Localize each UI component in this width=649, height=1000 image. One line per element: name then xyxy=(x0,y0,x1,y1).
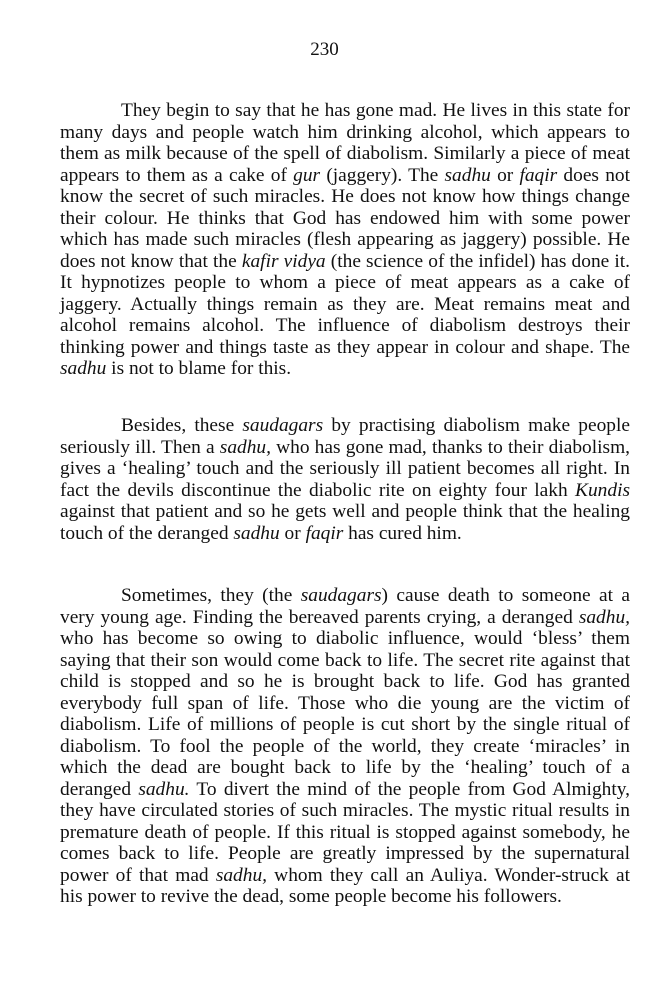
text-run: Besides, these xyxy=(121,415,243,436)
paragraph-2-text xyxy=(60,415,630,544)
text-run: against that patient and so he gets well and people think that the healing touch of the deranged xyxy=(60,501,630,544)
text-run: ) cause death to someone at a very young age. Finding the bereaved parents crying, a deranged xyxy=(60,585,630,628)
text-run: or xyxy=(490,164,520,186)
text-run: whom they call an Auliya. Wonder-struck at his power to revive the dead, some people become his followers. xyxy=(60,864,630,907)
italic-term: sadhu, xyxy=(219,436,271,458)
italic-term: sadhu, xyxy=(215,864,267,886)
italic-term: gur xyxy=(293,164,321,186)
text-run: Sometimes, they (the xyxy=(121,585,301,606)
paragraph-3-text xyxy=(60,585,630,908)
text-run: who has become so owing to diabolic influence, would ‘bless’ them saying that their son would come back to life. The secret rite against that child is stopped and so he is brought back to life. God has granted everybody full span of life. Those who die young are the victim of diabolism. Life of millions of people is cut short by the single ritual of diabolism. To fool the people of the world, they create ‘miracles’ in which the dead are bought back to life by the ‘healing’ touch of a deranged xyxy=(60,628,630,800)
text-run: has cured him. xyxy=(343,522,462,544)
italic-term: sadhu, xyxy=(578,606,630,628)
italic-term: faqir xyxy=(519,164,558,186)
page-number: 230 xyxy=(310,39,339,60)
italic-term: sadhu. xyxy=(138,778,190,800)
text-run: (jaggery). The xyxy=(320,164,445,186)
text-run: by practising diabolism make people seriously ill. Then a xyxy=(60,415,630,458)
italic-term: kafir vidya xyxy=(241,250,326,272)
italic-term: sadhu xyxy=(233,522,280,544)
italic-term: Kundis xyxy=(575,479,630,501)
text-run: is not to blame for this. xyxy=(106,358,292,379)
text-run: who has gone mad, thanks to their diabolism, gives a ‘healing’ touch and the seriously ill patient becomes all right. In fact the devils discontinue the diabolic rite on eighty four lakh xyxy=(60,436,630,501)
text-run: (the science of the infidel) has done it. It hypnotizes people to whom a piece of meat appears as a cake of jaggery. Actually things remain as they are. Meat remains meat and alcohol remains alcohol. The influence of diabolism destroys their thinking power and things taste as they appear in colour and shape. The xyxy=(60,250,631,358)
paragraph-1-text xyxy=(60,100,630,380)
italic-term: sadhu xyxy=(60,358,107,379)
text-run: To divert the mind of the people from God Almighty, they have circulated stories of such miracles. The mystic ritual results in premature death of people. If this ritual is stopped against somebody, he comes back to life. People are greatly impressed by the supernatural power of that mad xyxy=(60,778,631,886)
text-run: They begin to say that he has gone mad. He lives in this state for many days and people watch him drinking alcohol, which appears to them as milk because of the spell of diabolism. Similarly a piece of meat appears to them as a cake of xyxy=(60,100,630,186)
italic-term: saudagars xyxy=(242,415,324,436)
italic-term: sadhu xyxy=(444,164,491,186)
paragraph-3 xyxy=(60,585,630,908)
italic-term: saudagars xyxy=(300,585,382,606)
paragraph-2 xyxy=(60,415,630,544)
paragraph-1 xyxy=(60,100,630,380)
italic-term: faqir xyxy=(305,522,344,544)
text-run: does not know the secret of such miracles. He does not know how things change their colour. He thinks that God has endowed him with some power which has made such miracles (flesh appearing as jaggery) possible. He does not know that the xyxy=(60,164,630,272)
text-run: or xyxy=(279,522,306,544)
